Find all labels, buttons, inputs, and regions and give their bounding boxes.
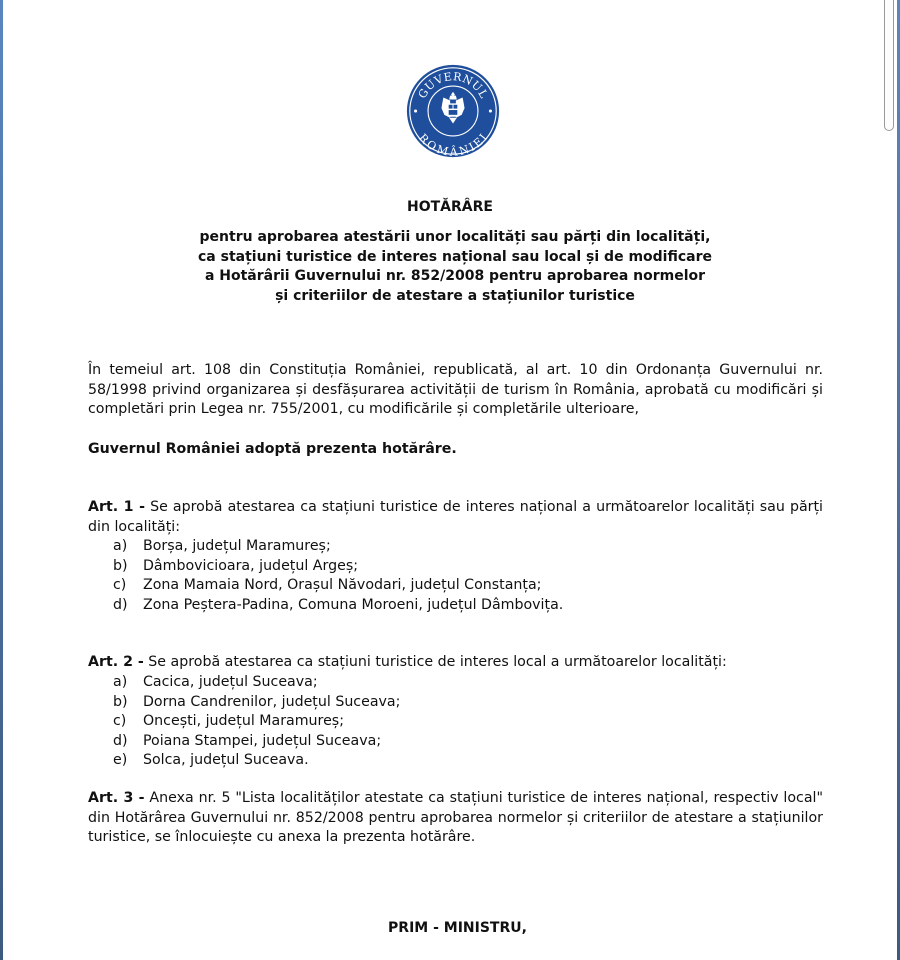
government-seal-logo [405,63,501,159]
article-2 [88,653,823,673]
subtitle-line: și criteriilor de atestare a stațiunilor turistice [275,287,635,304]
adoption-statement: Guvernul României adoptă prezenta hotărâre. [88,441,457,457]
subtitle-line: a Hotărârii Guvernului nr. 852/2008 pentru aprobarea normelor [204,268,706,284]
document-title: HOTĂRÂRE [407,199,493,215]
subtitle-line: ca stațiuni turistice de interes național sau local și de modificare [197,248,712,265]
article-2-label: Art. 2 - [88,654,144,670]
list-item-text: Oncești, județul Maramureș; [143,713,344,729]
article-1 [88,498,823,537]
list-marker: b) [113,557,128,574]
list-marker: c) [113,713,127,729]
list-item [113,732,400,752]
list-marker: b) [113,693,128,710]
list-item [113,537,563,557]
list-item [113,596,563,616]
list-marker: c) [113,577,127,593]
list-item-text: Cacica, județul Suceava; [143,674,318,690]
list-marker: d) [113,732,128,749]
signature-prime-minister: PRIM - MINISTRU, [388,920,527,936]
list-item-text: Zona Peștera-Padina, Comuna Moroeni, județul Dâmbovița. [143,596,564,613]
article-3-label: Art. 3 - [88,790,145,806]
list-item [113,673,400,693]
article-1-label: Art. 1 - [88,499,145,515]
list-item [113,751,400,771]
article-3 [88,789,823,848]
list-item-text: Zona Mamaia Nord, Orașul Năvodari, județul Constanța; [143,577,542,593]
preamble-paragraph: În temeiul art. 108 din Constituția României, republicată, al art. 10 din Ordonanța Guvernului nr. 58/1998 privind organizarea și desfășurarea activității de turism în România, aprobată cu modificări și completări prin Legea nr. 755/2001, cu modificările și completările ulterioare, [88,362,823,417]
article-3-text: Anexa nr. 5 "Lista localităților atestate ca stațiuni turistice de interes național, respectiv local" din Hotărârea Guvernului nr. 852/2008 pentru aprobarea normelor și criteriilor de atestare a stațiunilor turistice, se înlocuiește cu anexa la prezenta hotărâre. [88,790,824,845]
list-item [113,693,400,713]
list-marker: e) [113,752,128,768]
list-item [113,576,563,596]
list-item-text: Solca, județul Suceava. [143,752,309,768]
article-1-text: Se aprobă atestarea ca stațiuni turistice de interes național a următoarelor localități sau părți din localități: [88,499,823,535]
list-marker: d) [113,596,128,613]
article-2-text: Se aprobă atestarea ca stațiuni turistice de interes local a următoarelor localități: [143,654,727,670]
document-subtitle [160,228,750,306]
seal-bottom-text: ROMÂNIEI [416,131,491,159]
article-2-list [113,673,400,771]
article-1-list [113,537,563,615]
seal-top-text: GUVERNUL [415,70,491,101]
list-item-text: Borșa, județul Maramureș; [143,538,331,554]
list-item [113,712,400,732]
window-edge-left [0,0,3,960]
list-item-text: Dâmbovicioara, județul Argeș; [143,557,358,574]
list-marker: a) [113,538,128,554]
scrollbar-thumb[interactable] [884,0,894,131]
list-item-text: Poiana Stampei, județul Suceava; [143,732,382,749]
subtitle-line: pentru aprobarea atestării unor localități sau părți din localități, [199,229,711,245]
list-marker: a) [113,674,128,690]
list-item [113,557,563,577]
list-item-text: Dorna Candrenilor, județul Suceava; [143,693,401,710]
